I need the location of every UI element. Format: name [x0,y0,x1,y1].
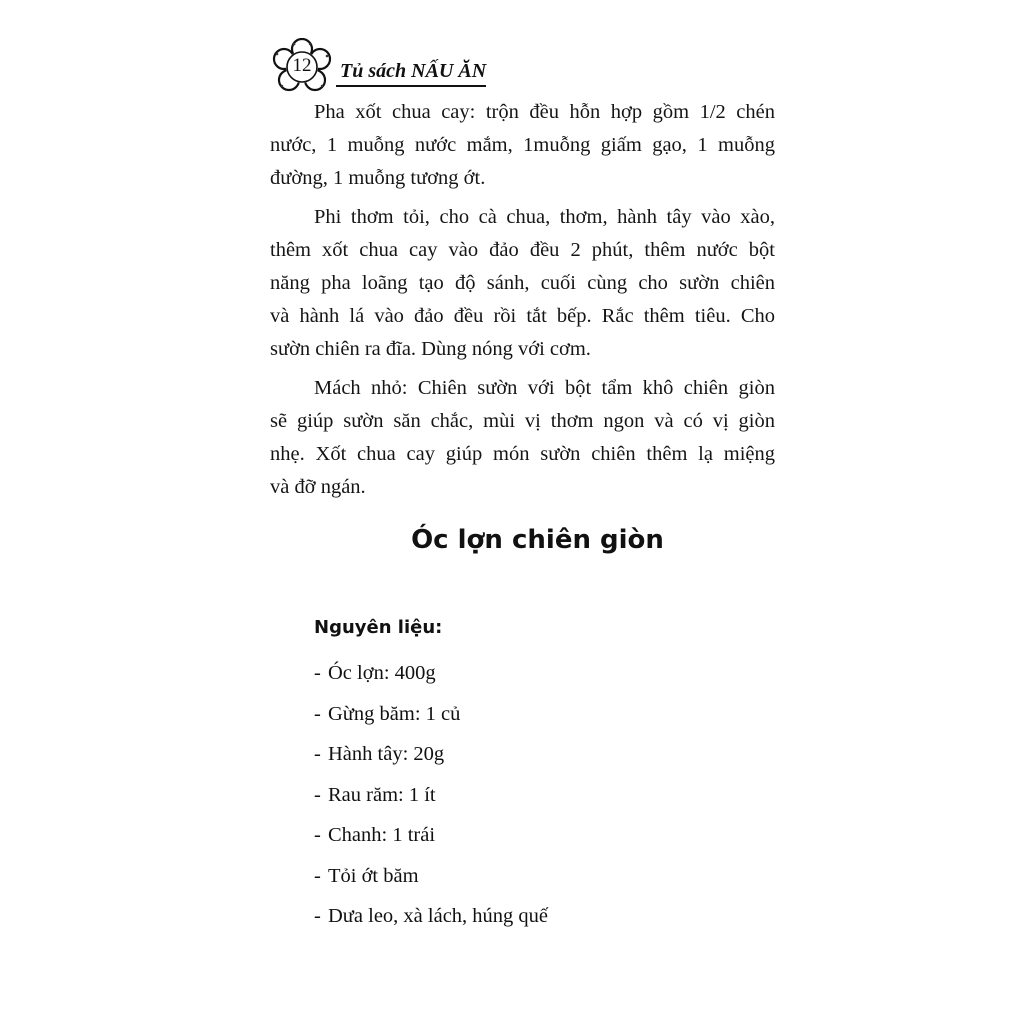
body-text [270,96,775,510]
ingredient-text: Dưa leo, xà lách, húng quế [328,905,549,927]
ingredient-text: Chanh: 1 trái [328,824,436,846]
bullet-dash: - [314,702,321,725]
ingredient-text: Hành tây: 20g [328,743,445,765]
list-item [314,899,548,940]
text-line: và hành lá vào đảo đều rồi tắt bếp. Rắc thêm tiêu. Cho [270,305,775,327]
list-item [314,697,548,738]
bullet-dash: - [314,905,321,927]
text-line: sẽ giúp sườn săn chắc, mùi vị thơm ngon và có vị giòn [270,410,775,432]
ingredients-heading: Nguyên liệu: [314,617,443,638]
text-line: nước, 1 muỗng nước mắm, 1muỗng giấm gạo, 1 muỗng [270,134,775,156]
text-line: thêm xốt chua cay vào đảo đều 2 phút, thêm nước bột [270,239,775,261]
text-line: Pha xốt chua cay: trộn đều hỗn hợp gồm 1/2 chén [314,101,775,123]
ingredient-text: Rau răm: 1 ít [328,783,436,806]
page-number: 12 [292,55,312,76]
ingredients-list [314,656,548,940]
text-line: Mách nhỏ: Chiên sườn với bột tẩm khô chiên giòn [314,377,775,399]
ingredient-text: Gừng băm: 1 củ [328,702,461,725]
bullet-dash: - [314,824,321,846]
list-item [314,656,548,697]
text-line: năng pha loãng tạo độ sánh, cuối cùng cho sườn chiên [270,272,775,294]
series-title: Tủ sách NẤU ĂN [340,60,487,82]
bullet-dash: - [314,662,321,684]
text-line: nhẹ. Xốt chua cay giúp món sườn chiên thêm lạ miệng [270,443,775,465]
header-underline [336,85,486,87]
text-line: sườn chiên ra đĩa. Dùng nóng với cơm. [270,338,591,360]
ingredient-text: Tỏi ớt băm [328,864,419,887]
list-item [314,818,548,859]
ingredient-text: Óc lợn: 400g [328,662,436,684]
paragraph-cooking [270,201,775,366]
paragraph-tip [270,372,775,504]
text-line: và đỡ ngán. [270,476,366,498]
bullet-dash: - [314,743,321,765]
running-header [272,38,512,96]
bullet-dash: - [314,864,321,887]
text-line: đường, 1 muỗng tương ớt. [270,167,486,189]
recipe-title: Óc lợn chiên giòn [411,525,664,555]
text-line: Phi thơm tỏi, cho cà chua, thơm, hành tây vào xào, [314,206,775,228]
bullet-dash: - [314,783,321,806]
list-item [314,859,548,900]
list-item [314,737,548,778]
list-item [314,778,548,819]
paragraph-sauce [270,96,775,195]
